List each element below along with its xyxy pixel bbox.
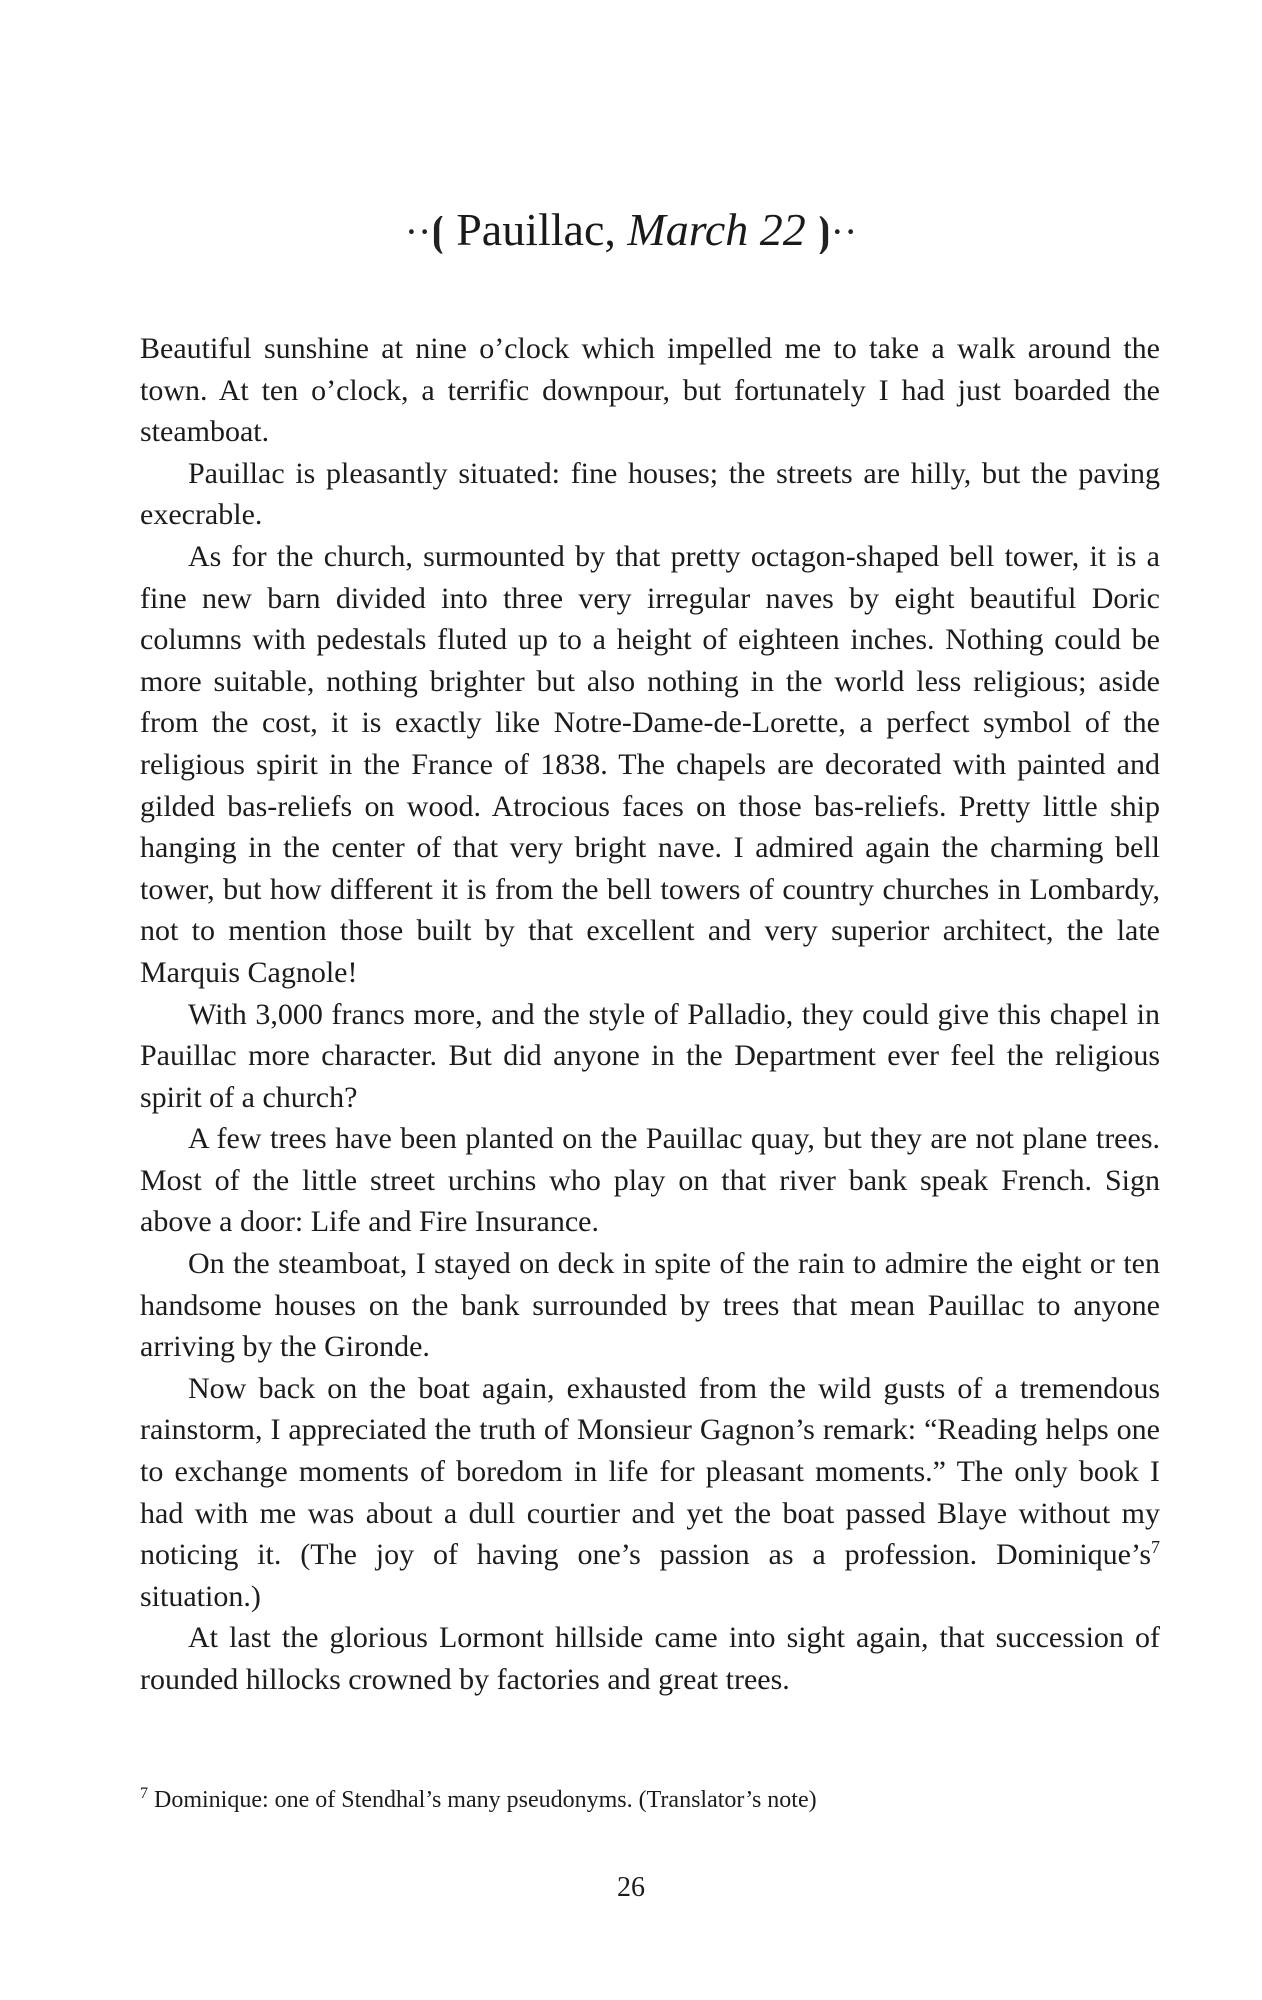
footnote-reference: 7 [1151,1537,1160,1558]
paragraph: With 3,000 francs more, and the style of Palladio, they could give this chapel in Pauillac more character. But did anyone in the Department ever feel the religious spirit of a church? [140,997,1160,1114]
paragraph-with-footnote [140,1368,1160,1618]
ornament-left-icon: ··⦗ [404,209,445,254]
paragraph: A few trees have been planted on the Pauillac quay, but they are not plane trees. Most of the little street urchins who play on that river bank speak French. Sign above a door: Life and Fire Insurance. [140,1122,1160,1239]
body-text [140,328,1160,1701]
paragraph-tail: situation.) [140,1579,261,1613]
paragraph: At last the glorious Lormont hillside came into sight again, that succession of rounded hillocks crowned by factories and great trees. [140,1621,1160,1696]
chapter-heading [0,200,1262,262]
ornament-right-icon: ⦘·· [817,209,858,254]
paragraph: Pauillac is pleasantly situated: fine houses; the streets are hilly, but the paving execrable. [140,456,1160,532]
paragraph: As for the church, surmounted by that pretty octagon-shaped bell tower, it is a fine new barn divided into three very irregular naves by eight beautiful Doric columns with pedestals fluted up to a height of eighteen inches. Nothing could be more suitable, nothing brighter but also nothing in the world less religious; aside from the cost, it is exactly like Notre-Dame-de-Lorette, a perfect symbol of the religious spirit in the France of 1838. The chapels are decorated with painted and gilded bas-reliefs on wood. Atrocious faces on those bas-reliefs. Pretty little ship hanging in the center of that very bright nave. I admired again the charming bell tower, but how different it is from the bell towers of country churches in Lombardy, not to mention those built by that excellent and very superior architect, the late Marquis Cagnole! [140,539,1160,989]
paragraph-text: Now back on the boat again, exhausted from the wild gusts of a tremendous rainstorm, I appreciated the truth of Monsieur Gagnon’s remark: “Reading helps one to exchange moments of boredom in life for pleasant moments.” The only book I had with me was about a dull courtier and yet the boat passed Blaye without my noticing it. (The joy of having one’s passion as a profession. Dominique’s [140,1371,1160,1572]
footnote-text: Dominique: one of Stendhal’s many pseudonyms. (Translator’s note) [148,1787,817,1813]
heading-date: March 22 [627,204,806,255]
paragraph: On the steamboat, I stayed on deck in spite of the rain to admire the eight or ten handsome houses on the bank surrounded by trees that mean Pauillac to anyone arriving by the Gironde. [140,1247,1160,1364]
paragraph: Beautiful sunshine at nine o’clock which impelled me to take a walk around the town. At ten o’clock, a terrific downpour, but fortunately I had just boarded the steamboat. [140,332,1160,449]
heading-place: Pauillac, [456,204,616,255]
page-number: 26 [617,1872,645,1903]
footnote [140,1784,1160,1816]
footnote-marker: 7 [140,1785,148,1802]
